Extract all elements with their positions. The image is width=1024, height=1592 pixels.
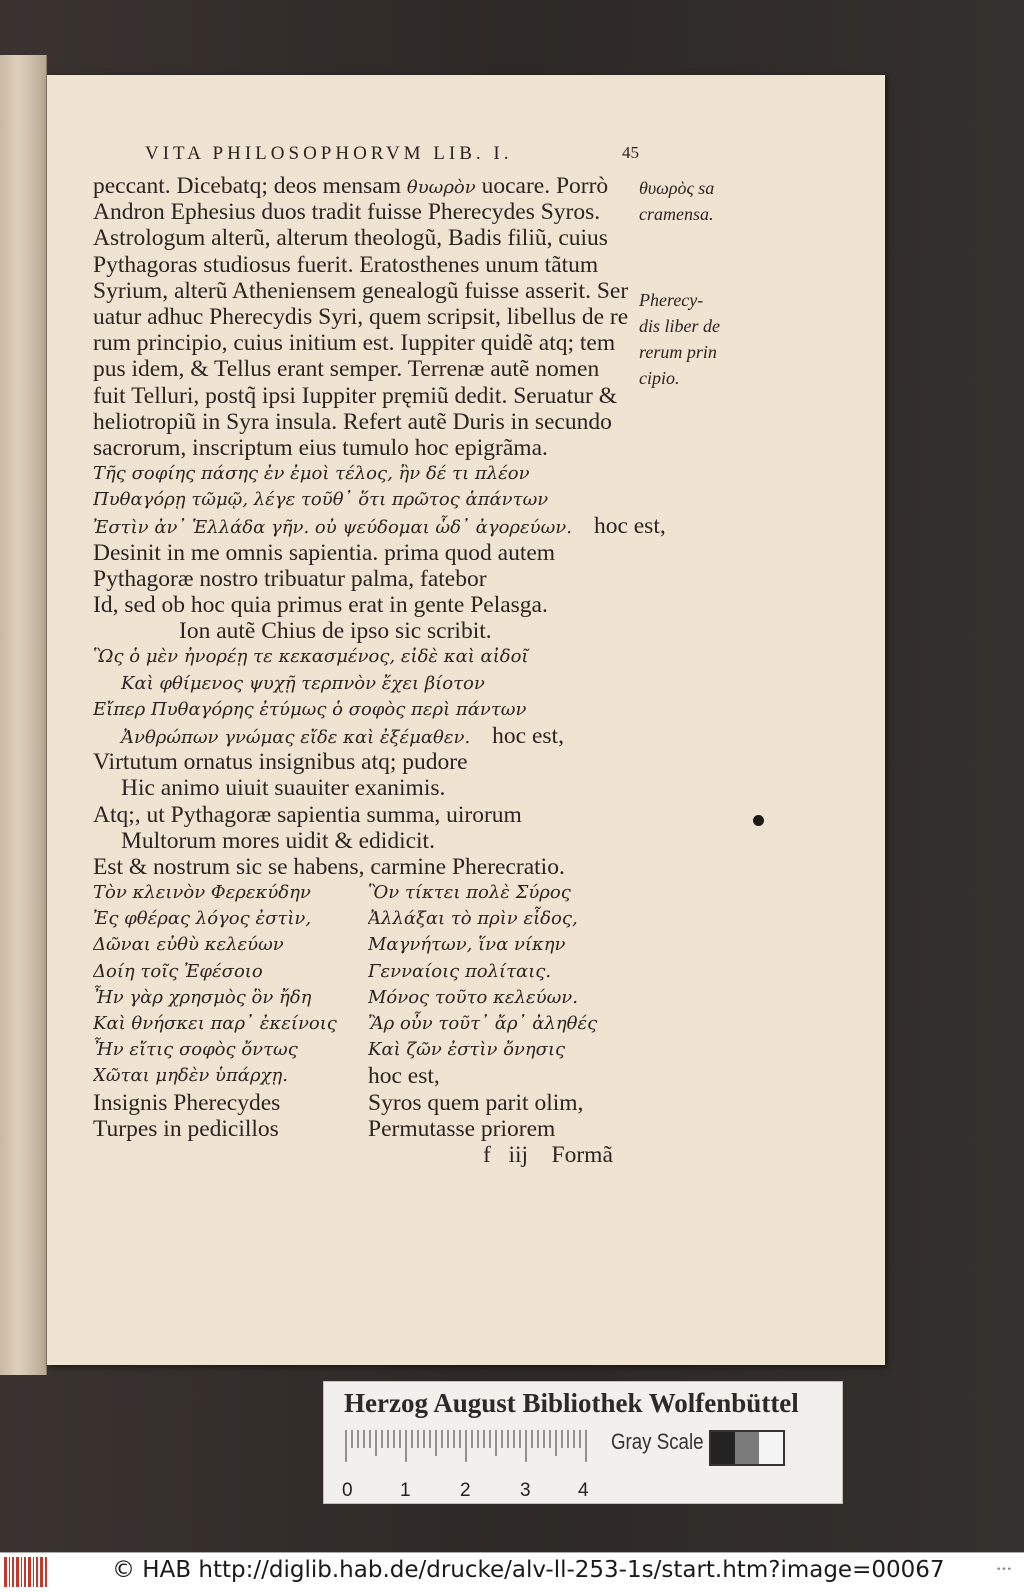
greek-epigram-line: Πυθαγόρῃ τῶμῷ, λέγε τοῦθ᾽ ὅτι πρῶτος ἁπάντων bbox=[93, 489, 549, 511]
latin-verse-line: Est & nostrum sic se habens, carmine Pherecratio. bbox=[93, 853, 565, 880]
text-line: Andron Ephesius duos tradit fuisse Pherecydes Syros. bbox=[93, 199, 601, 226]
verse-column-left: Τὸν κλεινὸν Φερεκύδην Ἐς φθέρας λόγος ἐστὶν, Δῶναι εὐθὺ κελεύων Δοίη τοῖς Ἐφέσοιο Ἦν γὰρ χρησμὸς ὃν ἤδη Καὶ θνήσκει παρ᾽ ἐκείνοις Ἦν εἴτις σοφὸς ὄντως Χῶται μηδὲν ὑπάρχῃ. Insignis Pherecydes Turpes in pedicillos bbox=[93, 882, 337, 1142]
text-line: Astrologum alterũ, alterum theologũ, Badis filiũ, cuius bbox=[93, 225, 608, 252]
latin-verse-line: Atq;, ut Pythagoræ sapientia summa, uirorum bbox=[93, 801, 522, 828]
ruler-label-0: 0 bbox=[342, 1480, 353, 1500]
latin-epigram-line: Pythagoræ nostro tribuatur palma, fatebor bbox=[93, 565, 487, 592]
text-line: peccant. Dicebatq; deos mensam θυωρὸν uocare. Porrò bbox=[93, 173, 609, 199]
hoc-est-label: hoc est, bbox=[368, 1063, 440, 1090]
greek-verse-line: Καὶ φθίμενος ψυχῇ τερπνὸν ἔχει βίοτον bbox=[121, 672, 485, 694]
greek-epigram-line: Τῆς σοφίης πάσης ἐν ἐμοὶ τέλος, ἢν δέ τι πλέον bbox=[93, 463, 530, 485]
ink-spot bbox=[753, 815, 764, 826]
greek-verse-line: Ἀνθρώπων γνώμας εἴδε καὶ ἐξέμαθεν. hoc est, bbox=[121, 722, 564, 749]
footer-dots: ••• bbox=[996, 1565, 1012, 1575]
text-line: pus idem, & Tellus erant semper. Terrenæ autẽ nomen bbox=[93, 356, 600, 383]
swatch-light bbox=[759, 1432, 783, 1464]
greek-epigram-line: Ἐστὶν ἀν᾽ Ἑλλάδα γῆν. οὐ ψεύδομαι ὧδ᾽ ἀγορεύων. hoc est, bbox=[93, 513, 666, 540]
facing-page-edge bbox=[0, 55, 47, 1375]
verse-column-right: Ὃν τίκτει πολὲ Σύρος Ἀλλάξαι τὸ πρὶν εἶδος, Μαγνήτων, ἵνα νίκην Γενναίοις πολίταις. Μόνος τοῦτο κελεύων. Ἂρ οὖν τοῦτ᾽ ἄρ᾽ ἀληθές Καὶ ζῶν ἐστὶν ὄνησις hoc est, Syros quem parit olim, Permutasse priorem bbox=[368, 880, 688, 1142]
ion-line: Ion autẽ Chius de ipso sic scribit. bbox=[179, 618, 492, 645]
ruler-label-2: 2 bbox=[460, 1480, 471, 1500]
barcode-icon bbox=[4, 1557, 48, 1587]
main-text-block bbox=[93, 173, 693, 1168]
greek-verse-line: Εἴπερ Πυθαγόρης ἐτύμως ὁ σοφὸς περὶ πάντων bbox=[93, 698, 527, 720]
latin-verse-line: Multorum mores uidit & edidicit. bbox=[121, 827, 435, 854]
latin-verse-line: Hic animo uiuit suauiter exanimis. bbox=[121, 775, 446, 802]
ruler-graphic bbox=[342, 1426, 592, 1500]
margin-note-pherecydes: Pherecy- dis liber de rerum prin cipio. bbox=[639, 290, 720, 388]
book-page bbox=[47, 75, 885, 1365]
gray-scale-swatch bbox=[709, 1430, 785, 1466]
greek-verse-line: Ὣς ὁ μὲν ἠνορέῃ τε κεκασμένος, εἰδὲ καὶ αἰδοῖ bbox=[93, 646, 529, 668]
marginal-notes bbox=[639, 175, 749, 451]
ruler-label-4: 4 bbox=[578, 1480, 589, 1500]
footer-bar bbox=[0, 1552, 1024, 1592]
latin-epigram-line: Id, sed ob hoc quia primus erat in gente Pelasga. bbox=[93, 592, 548, 618]
text-line: fuit Telluri, postq̃ ipsi Iuppiter pręmiũ dedit. Seruatur & bbox=[93, 382, 617, 409]
swatch-dark bbox=[711, 1432, 735, 1464]
hoc-est-label: hoc est, bbox=[492, 722, 564, 749]
pherecratean-verses bbox=[93, 880, 693, 1142]
swatch-mid bbox=[735, 1432, 759, 1464]
catchword-line: f iij Formã bbox=[483, 1141, 613, 1168]
hoc-est-label: hoc est, bbox=[593, 513, 666, 540]
text-line: Syrium, alterũ Atheniensem genealogũ fuisse asserit. Ser bbox=[93, 277, 629, 304]
running-header: VITA PHILOSOPHORVM LIB. I. bbox=[145, 143, 513, 164]
latin-verse-line: Virtutum ornatus insignibus atq; pudore bbox=[93, 749, 468, 776]
text-line: Pythagoras studiosus fuerit. Eratosthenes unum tãtum bbox=[93, 251, 599, 278]
text-line: uatur adhuc Pherecydis Syri, quem scripsit, libellus de re bbox=[93, 303, 629, 330]
copyright-url: © HAB http://diglib.hab.de/drucke/alv-ll-253-1s/start.htm?image=00067 bbox=[112, 1557, 945, 1583]
margin-note-thyoros: θυωρὸς sa cramensa. bbox=[639, 178, 715, 224]
latin-epigram-line: Desinit in me omnis sapientia. prima quod autem bbox=[93, 539, 556, 566]
greek-word: θυωρὸν bbox=[406, 177, 476, 198]
ruler-label-3: 3 bbox=[520, 1480, 531, 1500]
gray-scale-label: Gray Scale bbox=[611, 1429, 704, 1454]
text-line: sacrorum, inscriptum eius tumulo hoc epigrãma. bbox=[93, 434, 548, 461]
folio-number: 45 bbox=[622, 143, 639, 162]
ruler-label-1: 1 bbox=[400, 1480, 411, 1500]
text-line: heliotropiũ in Syra insula. Refert autẽ Duris in secundo bbox=[93, 408, 612, 435]
library-name: Herzog August Bibliothek Wolfenbüttel bbox=[344, 1388, 799, 1418]
text-line: rum principio, cuius initium est. Iuppiter quidẽ atq; tem bbox=[93, 330, 616, 357]
color-calibration-bar bbox=[323, 1381, 843, 1504]
scale-ruler bbox=[342, 1426, 592, 1500]
